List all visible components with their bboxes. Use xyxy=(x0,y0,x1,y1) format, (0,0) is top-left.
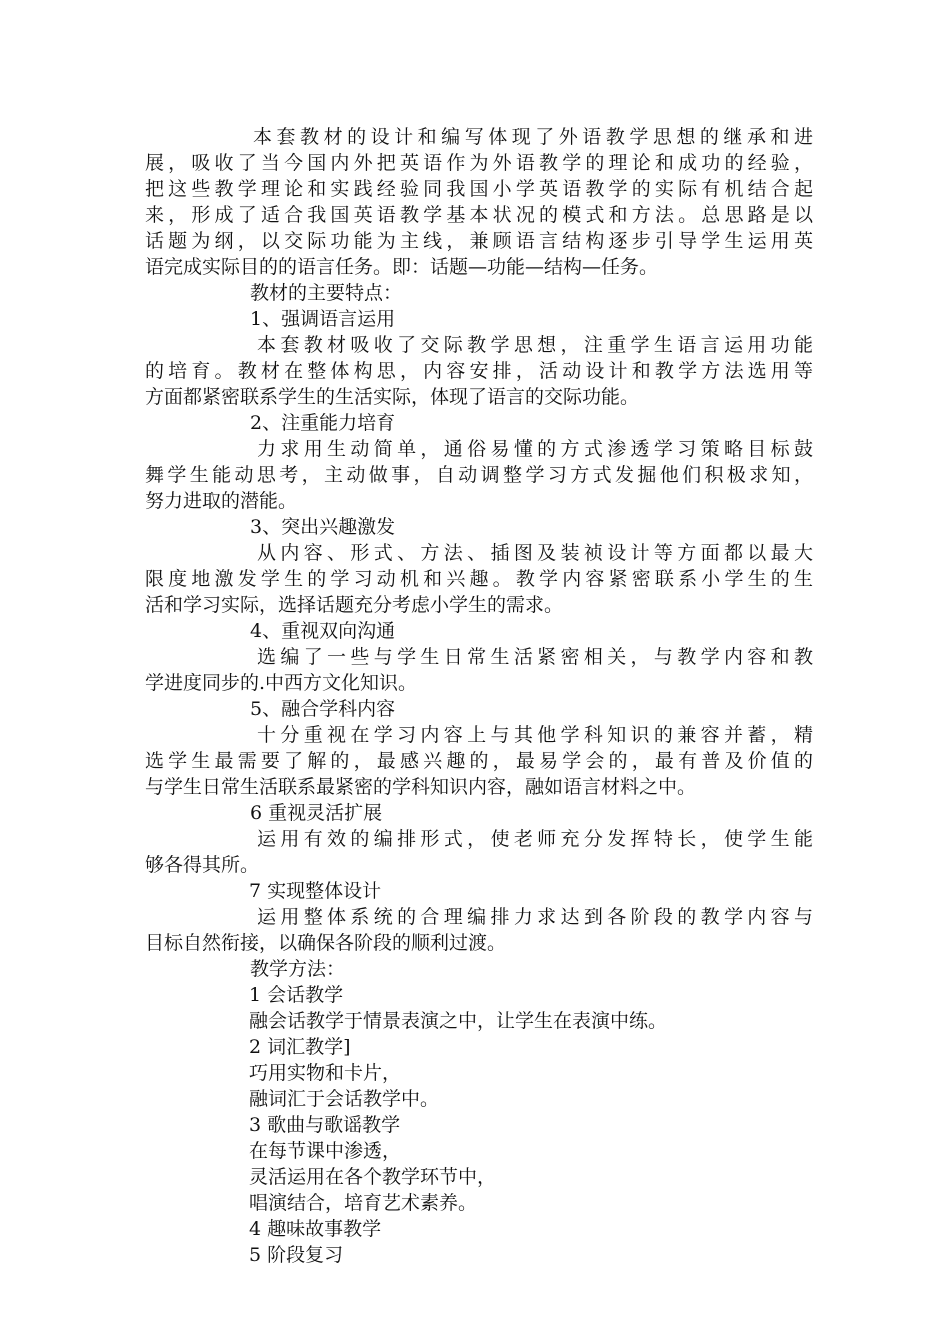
text-line: 2 词汇教学] xyxy=(249,1036,351,1058)
text-line: 的培育。教材在整体构思，内容安排，活动设计和教学方法选用等 xyxy=(145,360,813,382)
text-line: 教学方法： xyxy=(250,958,346,980)
text-line: 灵活运用在各个教学环节中， xyxy=(249,1166,497,1188)
text-line: 2、注重能力培育 xyxy=(250,412,396,434)
text-line: 从内容、形式、方法、插图及装祯设计等方面都以最大 xyxy=(257,542,813,564)
text-line: 融词汇于会话教学中。 xyxy=(249,1088,440,1110)
text-line: 1、强调语言运用 xyxy=(250,308,396,330)
text-line: 巧用实物和卡片， xyxy=(249,1062,402,1084)
text-line: 力求用生动简单，通俗易懂的方式渗透学习策略目标鼓 xyxy=(257,438,813,460)
text-line: 教材的主要特点： xyxy=(250,282,403,304)
text-line: 3、突出兴趣激发 xyxy=(250,516,396,538)
text-line: 融会话教学于情景表演之中，让学生在表演中练。 xyxy=(249,1010,668,1032)
text-line: 选编了一些与学生日常生活紧密相关，与教学内容和教 xyxy=(257,646,813,668)
text-line: 6 重视灵活扩展 xyxy=(250,802,383,824)
text-line: 来，形成了适合我国英语教学基本状况的模式和方法。总思路是以 xyxy=(145,204,813,226)
text-line: 5 阶段复习 xyxy=(249,1244,344,1266)
text-line: 本套教材吸收了交际教学思想，注重学生语言运用功能 xyxy=(257,334,813,356)
text-line: 与学生日常生活联系最紧密的学科知识内容，融如语言材料之中。 xyxy=(145,776,697,798)
text-line: 4 趣味故事教学 xyxy=(249,1218,382,1240)
text-line: 够各得其所。 xyxy=(145,854,260,876)
text-line: 选学生最需要了解的，最感兴趣的，最易学会的，最有普及价值的 xyxy=(145,750,813,772)
text-line: 3 歌曲与歌谣教学 xyxy=(249,1114,401,1136)
text-line: 展，吸收了当今国内外把英语作为外语教学的理论和成功的经验， xyxy=(145,152,813,174)
text-line: 话题为纲，以交际功能为主线，兼顾语言结构逐步引导学生运用英 xyxy=(145,230,813,252)
text-line: 7 实现整体设计 xyxy=(249,880,382,902)
text-line: 唱演结合，培育艺术素养。 xyxy=(249,1192,478,1214)
text-line: 语完成实际目的的语言任务。即：话题—功能—结构—任务。 xyxy=(145,256,659,278)
text-line: 目标自然衔接，以确保各阶段的顺利过渡。 xyxy=(145,932,507,954)
text-line: 5、融合学科内容 xyxy=(250,698,396,720)
text-line: 十分重视在学习内容上与其他学科知识的兼容并蓄，精 xyxy=(257,724,813,746)
text-line: 运用整体系统的合理编排力求达到各阶段的教学内容与 xyxy=(257,906,813,928)
text-line: 活和学习实际，选择话题充分考虑小学生的需求。 xyxy=(145,594,564,616)
text-line: 4、重视双向沟通 xyxy=(250,620,396,642)
text-line: 运用有效的编排形式，使老师充分发挥特长，使学生能 xyxy=(257,828,813,850)
text-line: 限度地激发学生的学习动机和兴趣。教学内容紧密联系小学生的生 xyxy=(145,568,813,590)
text-line: 1 会话教学 xyxy=(249,984,344,1006)
text-line: 在每节课中渗透， xyxy=(249,1140,402,1162)
text-line: 方面都紧密联系学生的生活实际，体现了语言的交际功能。 xyxy=(145,386,640,408)
text-line: 努力进取的潜能。 xyxy=(145,490,298,512)
text-line: 学进度同步的.中西方文化知识。 xyxy=(145,672,418,694)
text-line: 本套教材的设计和编写体现了外语教学思想的继承和进 xyxy=(253,126,813,148)
document-body xyxy=(145,124,813,1268)
text-line: 把这些教学理论和实践经验同我国小学英语教学的实际有机结合起 xyxy=(145,178,813,200)
text-line: 舞学生能动思考，主动做事，自动调整学习方式发掘他们积极求知， xyxy=(145,464,813,486)
